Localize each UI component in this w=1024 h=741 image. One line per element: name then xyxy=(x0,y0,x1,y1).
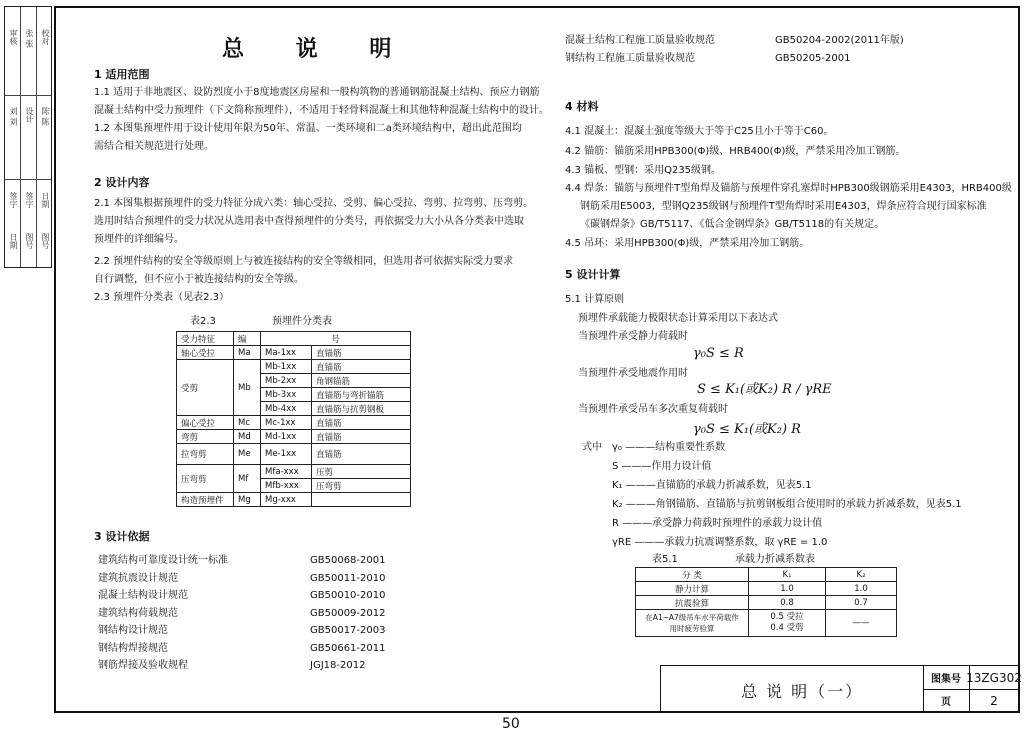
paragraph: 1.1 适用于非地震区、设防烈度小于8度地震区房屋和一般构筑物的普通钢筋混凝土结构、预应力钢筋 xyxy=(94,87,540,98)
reference-code: GB50204-2002(2011年版) xyxy=(775,35,904,46)
reference-name: 建筑结构可靠度设计统一标准 xyxy=(98,555,228,566)
table-cell: Md-1xx xyxy=(261,430,312,444)
table-cell: 偏心受拉 xyxy=(177,416,234,430)
table-cell: 0.8 xyxy=(749,596,826,610)
cell-line: 用时疲劳验算 xyxy=(669,624,715,633)
formula: γ₀S ≤ R xyxy=(693,346,744,361)
sidebar-cell: 陈 陈 xyxy=(41,107,50,126)
sidebar-cell: 日期 xyxy=(41,192,50,208)
table-row xyxy=(177,346,411,360)
paragraph: 自行调整，但不应小于被连接结构的安全等级。 xyxy=(94,274,304,285)
paragraph: 2.2 预埋件结构的安全等级原则上与被连接结构的安全等级相同，但选用者可依据实际受力要求 xyxy=(94,256,514,267)
section-1-heading: 1 适用范围 xyxy=(94,68,150,81)
paragraph: 2.1 本图集根据预埋件的受力特征分成六类：轴心受拉、受剪、偏心受拉、弯剪、拉弯剪、压弯剪。 xyxy=(94,198,534,209)
table-row xyxy=(177,416,411,430)
table-cell: 直锚筋 xyxy=(312,430,411,444)
table-cell: Mf xyxy=(234,465,261,493)
table-cell: 0.7 xyxy=(826,596,897,610)
table-cell: Mfa-xxx xyxy=(261,465,312,479)
reference-name: 混凝土结构设计规范 xyxy=(98,590,188,601)
table-row xyxy=(636,596,897,610)
reference-code: GB50011-2010 xyxy=(310,572,386,584)
table-cell: 1.0 xyxy=(826,582,897,596)
sidebar-cell: 签字 xyxy=(9,192,18,208)
classification-table xyxy=(176,331,411,507)
table-cell: Mg-xxx xyxy=(261,493,312,507)
table-cell: Ma-1xx xyxy=(261,346,312,360)
sidebar-divider xyxy=(36,7,37,267)
paragraph: 混凝土结构中受力预埋件（下文简称预埋件），不适用于轻骨料混凝土和其他特种混凝土结构中的设计。 xyxy=(94,105,549,116)
page-number: 50 xyxy=(502,716,520,732)
paragraph: 当预埋件承受静力荷载时 xyxy=(578,331,688,342)
table-cell: Mc xyxy=(234,416,261,430)
table-cell: Mb-3xx xyxy=(261,388,312,402)
sheet-page-number: 2 xyxy=(990,693,998,708)
table-row xyxy=(636,568,897,582)
sidebar-divider xyxy=(20,7,21,267)
definition: γ₀ ———结构重要性系数 xyxy=(612,442,726,453)
table-header: K₁ xyxy=(749,568,826,582)
table-cell: Ma xyxy=(234,346,261,360)
table-row xyxy=(177,465,411,479)
reference-name: 钢结构设计规范 xyxy=(98,625,168,636)
section-4-heading: 4 材料 xyxy=(565,100,599,113)
table-cell: Md xyxy=(234,430,261,444)
reference-code: GB50205-2001 xyxy=(775,53,851,64)
section-3-heading: 3 设计依据 xyxy=(94,530,150,543)
sidebar-cell: 图号 xyxy=(41,233,50,249)
sidebar-cell: 张 张 xyxy=(25,29,34,48)
sidebar-cell: 刘 刘 xyxy=(9,107,18,126)
table-cell: 直锚筋 xyxy=(312,444,411,465)
table-cell: 1.0 xyxy=(749,582,826,596)
title-block-name-cell xyxy=(661,666,924,712)
table-cell: Mg xyxy=(234,493,261,507)
table-cell: 构造预埋件 xyxy=(177,493,234,507)
sidebar-cell: 设计 xyxy=(25,107,34,123)
atlas-number: 13ZG302 xyxy=(966,670,1022,685)
table-row xyxy=(636,582,897,596)
paragraph: 当预埋件承受吊车多次重复荷载时 xyxy=(578,404,728,415)
paragraph: 4.5 吊环：采用HPB300(Φ)级，严禁采用冷加工钢筋。 xyxy=(565,238,810,249)
table-cell: 直锚筋与抗剪钢板 xyxy=(312,402,411,416)
cell-line: 0.4 受剪 xyxy=(770,623,804,633)
paragraph: 2.3 预埋件分类表（见表2.3） xyxy=(94,292,229,303)
table-cell: 直锚筋 xyxy=(312,360,411,374)
table-cell: 弯剪 xyxy=(177,430,234,444)
reference-name: 钢结构焊接规范 xyxy=(98,642,168,654)
reference-code: GB50661-2011 xyxy=(310,642,386,654)
definition: γRE ———承载力抗震调整系数，取 γRE = 1.0 xyxy=(612,537,828,548)
table-cell: Mc-1xx xyxy=(261,416,312,430)
reference-name: 建筑结构荷载规范 xyxy=(98,607,178,619)
table-cell: Mb-4xx xyxy=(261,402,312,416)
table-caption: 预埋件分类表 xyxy=(272,316,332,327)
label: 式中 xyxy=(582,442,602,453)
table-cell: Mb-1xx xyxy=(261,360,312,374)
reduction-factor-table xyxy=(635,567,897,637)
table-cell: Me-1xx xyxy=(261,444,312,465)
paragraph: 1.2 本图集预埋件用于设计使用年限为50年、常温、一类环境和二a类环境结构中，超出此范围均 xyxy=(94,123,522,134)
atlas-label: 图集号 xyxy=(923,666,970,689)
reference-code: GB50068-2001 xyxy=(310,555,386,566)
reference-name: 建筑抗震设计规范 xyxy=(98,572,178,584)
table-cell: Mb-2xx xyxy=(261,374,312,388)
table-header: 受力特征 xyxy=(177,332,234,346)
paragraph: 选用时结合预埋件的受力状况从选用表中查得预埋件的分类号，再依据受力大小从各分类表中选取 xyxy=(94,216,524,227)
table-cell: Mfb-xxx xyxy=(261,479,312,493)
sidebar-cell: 签字 xyxy=(25,192,34,208)
table-row xyxy=(636,610,897,637)
paragraph: 4.2 锚筋：锚筋采用HPB300(Φ)级、HRB400(Φ)级，严禁采用冷加工钢筋。 xyxy=(565,146,906,157)
table-header: 分 类 xyxy=(636,568,749,582)
paragraph: 4.4 焊条：锚筋与预埋件T型角焊及锚筋与预埋件穿孔塞焊时HPB300级钢筋采用E4303，HRB400级 xyxy=(565,183,1012,194)
table-row xyxy=(177,430,411,444)
formula: γ₀S ≤ K₁(或K₂) R xyxy=(693,422,801,437)
table-cell: 压剪 xyxy=(312,465,411,479)
formula: S ≤ K₁(或K₂) R / γRE xyxy=(697,382,832,397)
signature-sidebar xyxy=(4,6,52,268)
reference-name: 混凝土结构工程施工质量验收规范 xyxy=(565,35,715,46)
paragraph: 当预埋件承受地震作用时 xyxy=(578,368,688,379)
paragraph: 5.1 计算原则 xyxy=(565,294,625,305)
table-cell: 直锚筋 xyxy=(312,416,411,430)
sidebar-cell: 日期 xyxy=(9,233,18,249)
table-cell: 直锚筋与弯折锚筋 xyxy=(312,388,411,402)
table-cell: 受剪 xyxy=(177,360,234,416)
table-header: K₂ xyxy=(826,568,897,582)
table-header: 号 xyxy=(261,332,411,346)
reference-name: 钢筋焊接及验收规程 xyxy=(98,660,188,671)
table-caption-no: 表5.1 xyxy=(652,554,678,565)
page-title: 总 说 明 xyxy=(222,36,414,62)
table-caption: 承载力折减系数表 xyxy=(735,554,815,565)
paragraph: 钢筋采用E5003，型钢Q235级钢与预埋件T型角焊时采用E4303，焊条应符合现行国家标准 xyxy=(580,201,987,212)
table-cell: 压弯剪 xyxy=(177,465,234,493)
table-row xyxy=(177,332,411,346)
table-caption-no: 表2.3 xyxy=(190,316,216,327)
table-cell: 静力计算 xyxy=(636,582,749,596)
reference-code: GB50009-2012 xyxy=(310,607,386,619)
paragraph: 预埋件承载能力极限状态计算采用以下表达式 xyxy=(578,313,778,324)
reference-code: JGJ18-2012 xyxy=(310,660,366,671)
reference-name: 钢结构工程施工质量验收规范 xyxy=(565,53,695,64)
definition: R ———承受静力荷载时预埋件的承载力设计值 xyxy=(612,518,823,529)
reference-code: GB50010-2010 xyxy=(310,590,386,601)
cell-line: 在A1~A7级吊车水平荷载作 xyxy=(645,613,739,622)
drawing-name: 总 说 明（一） xyxy=(741,682,864,701)
paragraph: 预埋件的详细编号。 xyxy=(94,234,184,245)
sidebar-cell: 审核 xyxy=(9,29,18,45)
section-2-heading: 2 设计内容 xyxy=(94,176,150,189)
table-cell: 拉弯剪 xyxy=(177,444,234,465)
page-label: 页 xyxy=(923,689,970,712)
table-cell: 轴心受拉 xyxy=(177,346,234,360)
section-5-heading: 5 设计计算 xyxy=(565,268,621,281)
table-cell: Mb xyxy=(234,360,261,416)
table-cell: 压弯剪 xyxy=(312,479,411,493)
cell-line: 0.5 受拉 xyxy=(770,612,804,622)
table-cell xyxy=(312,493,411,507)
paragraph: 4.3 锚板、型钢：采用Q235级钢。 xyxy=(565,165,722,176)
sidebar-cell: 图号 xyxy=(25,233,34,249)
table-cell: 直锚筋 xyxy=(312,346,411,360)
table-cell: 抗震验算 xyxy=(636,596,749,610)
sidebar-cell: 校对 xyxy=(41,29,50,45)
definition: K₁ ———直锚筋的承载力折减系数，见表5.1 xyxy=(612,480,812,491)
paragraph: 需结合相关规范进行处理。 xyxy=(94,141,214,152)
reference-code: GB50017-2003 xyxy=(310,625,386,636)
table-cell: —— xyxy=(826,610,897,637)
title-block xyxy=(660,665,1022,712)
table-cell: Me xyxy=(234,444,261,465)
table-cell: 角钢锚筋 xyxy=(312,374,411,388)
definition: K₂ ———角钢锚筋、直锚筋与抗剪钢板组合使用时的承载力折减系数，见表5.1 xyxy=(612,499,962,510)
table-cell xyxy=(749,610,826,637)
table-row xyxy=(177,360,411,374)
table-row xyxy=(177,493,411,507)
table-row xyxy=(177,444,411,465)
definition: S ———作用力设计值 xyxy=(612,461,712,472)
paragraph: 《碳钢焊条》GB/T5117、《低合金钢焊条》GB/T5118的有关规定。 xyxy=(580,219,885,230)
table-cell xyxy=(636,610,749,637)
sidebar-divider xyxy=(5,179,51,180)
table-header: 编 xyxy=(234,332,261,346)
paragraph: 4.1 混凝土：混凝土强度等级大于等于C25且小于等于C60。 xyxy=(565,126,834,137)
sidebar-divider xyxy=(5,95,51,96)
